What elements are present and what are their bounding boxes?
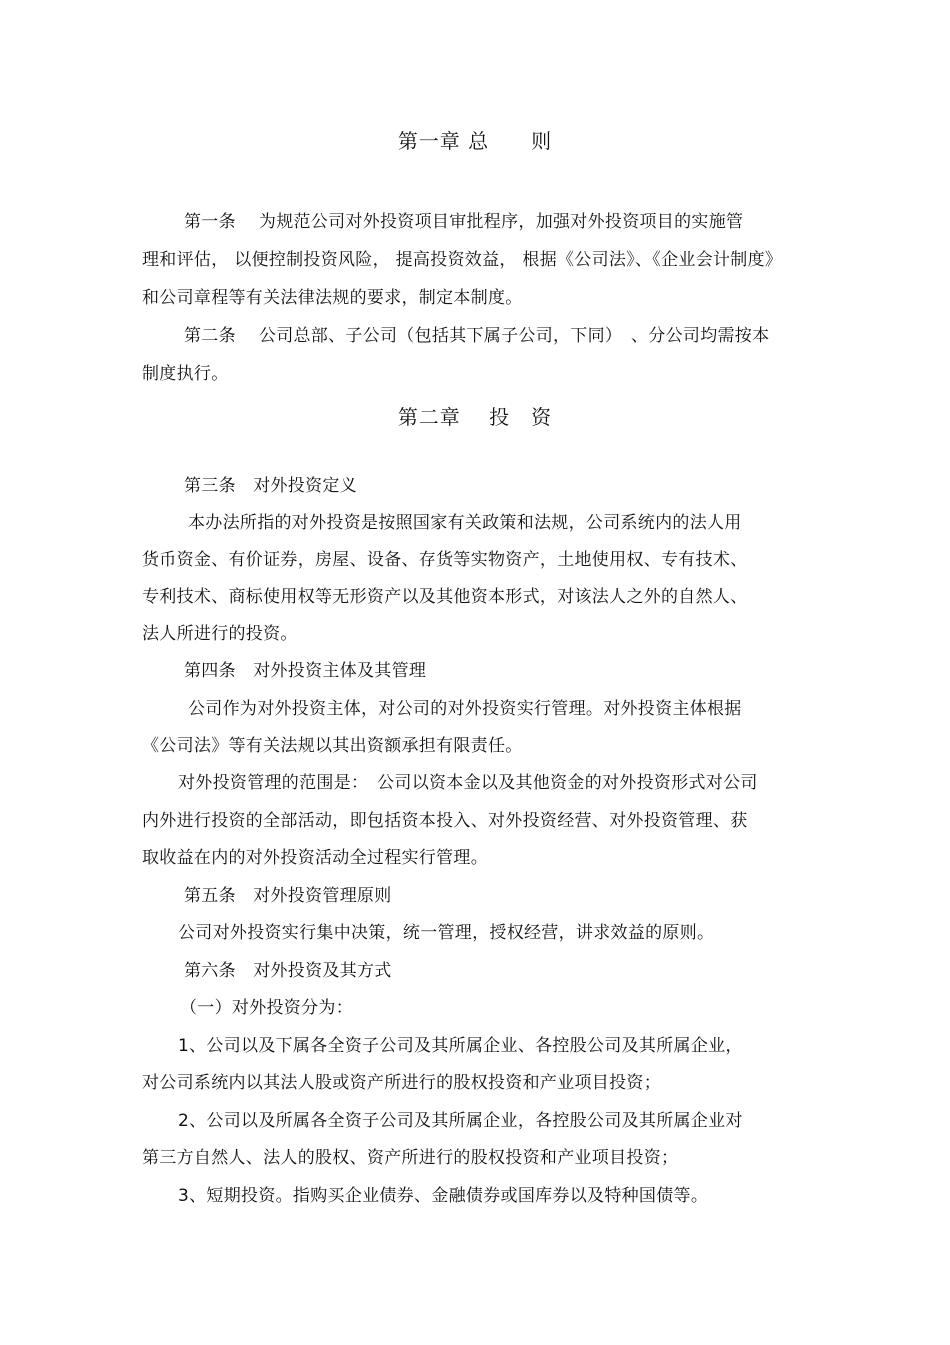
article-3-heading: 第三条 对外投资定义 [184, 476, 357, 496]
chapter-2-title: 第二章 投 资 [397, 405, 553, 429]
article-1-line-3: 和公司章程等有关法律法规的要求，制定本制度。 [142, 288, 523, 308]
article-6-item-2-line-2: 第三方自然人、法人的股权、资产所进行的股权投资和产业项目投资； [142, 1148, 679, 1168]
article-6-item-1-line-2: 对公司系统内以其法人股或资产所进行的股权投资和产业项目投资； [142, 1073, 661, 1093]
article-5-heading: 第五条 对外投资管理原则 [184, 886, 392, 906]
article-1-line-1: 第一条 为规范公司对外投资项目审批程序，加强对外投资项目的实施管 [184, 212, 744, 232]
article-4-line-5: 取收益在内的对外投资活动全过程实行管理。 [142, 848, 488, 868]
article-6-item-3-line-1: 3、短期投资。指购买企业债券、金融债券或国库券以及特种国债等。 [178, 1186, 709, 1206]
article-4-line-1: 公司作为对外投资主体，对公司的对外投资实行管理。对外投资主体根据 [188, 699, 742, 719]
article-4-line-2: 《公司法》等有关法规以其出资额承担有限责任。 [142, 736, 523, 756]
article-3-line-4: 法人所进行的投资。 [142, 624, 298, 644]
article-6-subheading: （一）对外投资分为： [180, 998, 353, 1018]
article-6-heading: 第六条 对外投资及其方式 [184, 961, 392, 981]
article-5-line-1: 公司对外投资实行集中决策，统一管理，授权经营，讲求效益的原则。 [178, 923, 715, 943]
article-3-line-3: 专利技术、商标使用权等无形资产以及其他资本形式，对该法人之外的自然人、 [142, 587, 748, 607]
article-4-line-3: 对外投资管理的范围是： 公司以资本金以及其他资金的对外投资形式对公司 [178, 773, 758, 793]
article-6-item-1-line-1: 1、公司以及下属各全资子公司及其所属企业、各控股公司及其所属企业， [178, 1036, 743, 1056]
article-1-line-2: 理和评估， 以便控制投资风险， 提高投资效益， 根据《公司法》、《企业会计制度》 [142, 250, 783, 270]
article-3-line-2: 货币资金、有价证券，房屋、设备、存货等实物资产，土地使用权、专有技术、 [142, 550, 748, 570]
chapter-1-title: 第一章 总 则 [397, 129, 553, 153]
article-4-heading: 第四条 对外投资主体及其管理 [184, 661, 427, 681]
article-4-line-4: 内外进行投资的全部活动，即包括资本投入、对外投资经营、对外投资管理、获 [142, 811, 748, 831]
article-6-item-2-line-1: 2、公司以及所属各全资子公司及其所属企业，各控股公司及其所属企业对 [178, 1111, 743, 1131]
article-3-line-1: 本办法所指的对外投资是按照国家有关政策和法规，公司系统内的法人用 [188, 513, 742, 533]
article-2-line-1: 第二条 公司总部、子公司（包括其下属子公司，下同） 、分公司均需按本 [184, 326, 770, 346]
article-2-line-2: 制度执行。 [142, 364, 229, 384]
